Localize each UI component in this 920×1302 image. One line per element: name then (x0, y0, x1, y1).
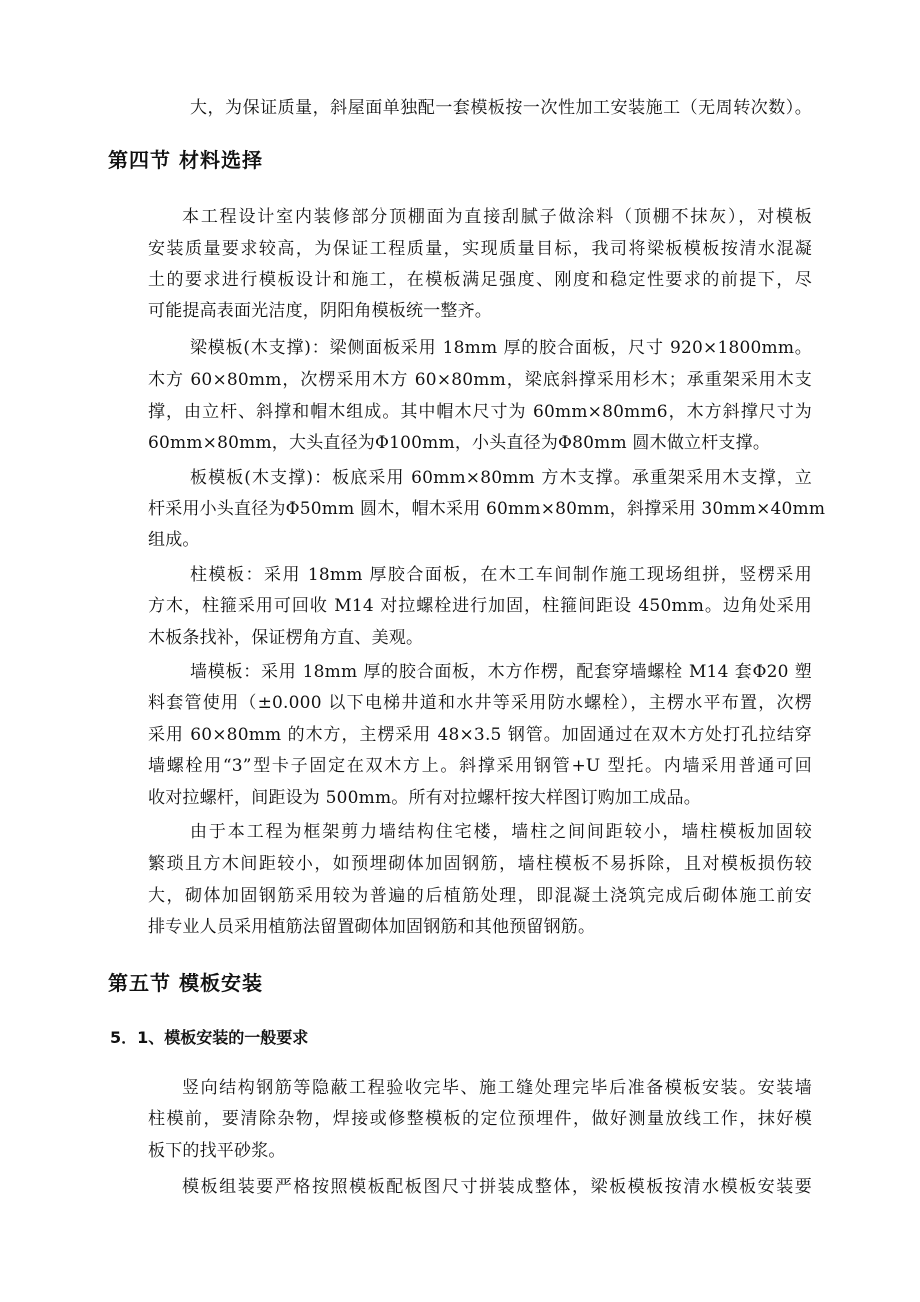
s4-p3-line: 板模板(木支撑)：板底采用 60mm×80mm 方木支撑。承重架采用木支撑，立 (190, 468, 812, 488)
s4-p5-line: 墙模板：采用 18mm 厚的胶合面板，木方作楞，配套穿墙螺栓 M14 套Φ20 塑 (190, 662, 812, 682)
s4-p4-line: 方木，柱箍采用可回收 M14 对拉螺栓进行加固，柱箍间距设 450mm。边角处采用 (148, 596, 812, 616)
s4-p2-line: 撑，由立杆、斜撑和帽木组成。其中帽木尺寸为 60mm×80mm6，木方斜撑尺寸为 (148, 402, 812, 422)
section-5-1-title: 5．1、模板安装的一般要求 (110, 1028, 309, 1047)
s4-p1-line: 土的要求进行模板设计和施工，在模板满足强度、刚度和稳定性要求的前提下，尽 (148, 270, 812, 290)
s4-p6-line: 繁琐且方木间距较小，如预埋砌体加固钢筋，墙柱模板不易拆除，且对模板损伤较 (148, 854, 812, 874)
s4-p6-line: 由于本工程为框架剪力墙结构住宅楼，墙柱之间间距较小，墙柱模板加固较 (190, 822, 812, 842)
s4-p3-line: 杆采用小头直径为Φ50mm 圆木，帽木采用 60mm×80mm，斜撑采用 30mm×40mm (148, 499, 826, 519)
s4-p2-line: 木方 60×80mm，次楞采用木方 60×80mm，梁底斜撑采用杉木；承重架采用木支 (148, 370, 812, 390)
s4-p5-line: 墙螺栓用“3”型卡子固定在双木方上。斜撑采用钢管+U 型托。内墙采用普通可回 (148, 756, 812, 776)
s4-p3-line: 组成。 (148, 530, 200, 550)
s4-p1-line: 可能提高表面光洁度，阴阳角模板统一整齐。 (148, 301, 492, 321)
s4-p5-line: 采用 60×80mm 的木方，主楞采用 48×3.5 钢管。加固通过在双木方处打孔拉结穿 (148, 725, 812, 745)
s4-p6-line: 排专业人员采用植筋法留置砌体加固钢筋和其他预留钢筋。 (148, 917, 596, 937)
s5-p1-line: 柱模前，要清除杂物，焊接或修整模板的定位预埋件，做好测量放线工作，抹好模 (148, 1109, 812, 1129)
s4-p2-line: 60mm×80mm，大头直径为Φ100mm，小头直径为Φ80mm 圆木做立杆支撑。 (148, 433, 771, 453)
s4-p5-line: 收对拉螺杆，间距设为 500mm。所有对拉螺杆按大样图订购加工成品。 (148, 788, 701, 808)
s4-p1-line: 安装质量要求较高，为保证工程质量，实现质量目标，我司将梁板模板按清水混凝 (148, 239, 812, 259)
s4-p5-line: 料套管使用（±0.000 以下电梯井道和水井等采用防水螺栓），主楞水平布置，次楞 (148, 693, 812, 713)
s5-p2-line: 模板组装要严格按照模板配板图尺寸拼装成整体，梁板模板按清水模板安装要 (182, 1177, 812, 1197)
s5-p1-line: 板下的找平砂浆。 (148, 1141, 286, 1161)
s4-p4-line: 柱模板：采用 18mm 厚胶合面板，在木工车间制作施工现场组拼，竖楞采用 (190, 565, 812, 585)
s4-p6-line: 大，砌体加固钢筋采用较为普遍的后植筋处理，即混凝土浇筑完成后砌体施工前安 (148, 886, 812, 906)
intro-line: 大，为保证质量，斜屋面单独配一套模板按一次性加工安装施工（无周转次数）。 (190, 98, 812, 118)
s5-p1-line: 竖向结构钢筋等隐蔽工程验收完毕、施工缝处理完毕后准备模板安装。安装墙 (182, 1078, 812, 1098)
s4-p2-line: 梁模板(木支撑)：梁侧面板采用 18mm 厚的胶合面板，尺寸 920×1800mm。 (190, 338, 812, 358)
section-5-title: 第五节 模板安装 (108, 971, 263, 995)
s4-p4-line: 木板条找补，保证楞角方直、美观。 (148, 628, 424, 648)
s4-p1-line: 本工程设计室内装修部分顶棚面为直接刮腻子做涂料（顶棚不抹灰），对模板 (182, 207, 812, 227)
section-4-title: 第四节 材料选择 (108, 148, 263, 172)
